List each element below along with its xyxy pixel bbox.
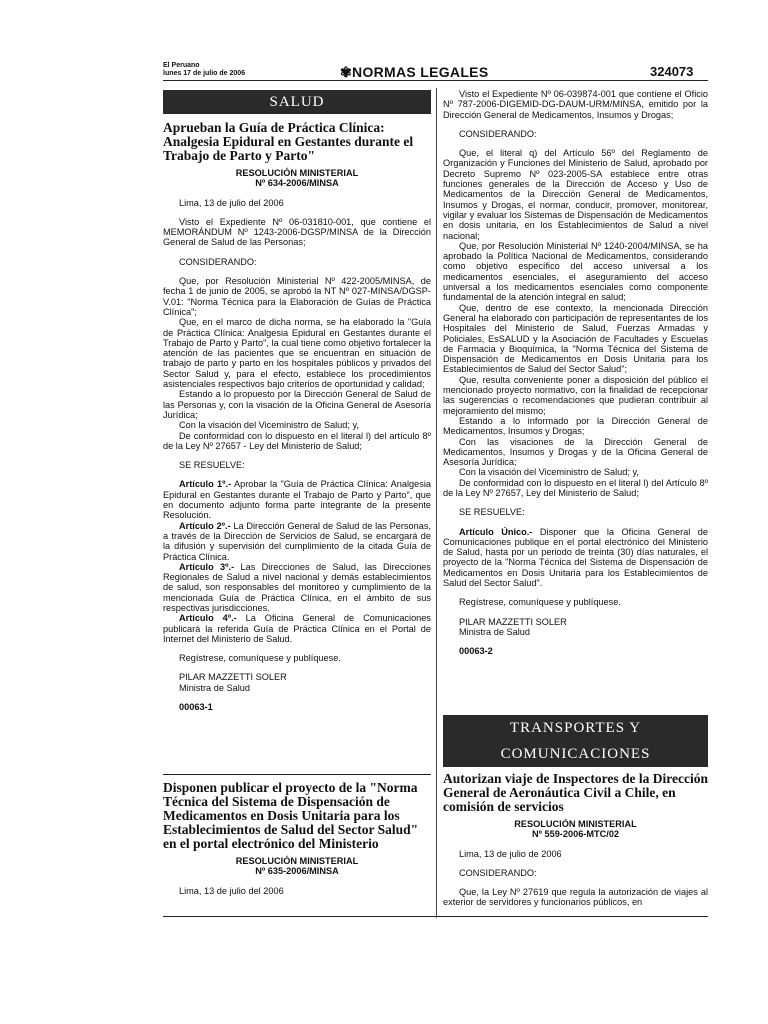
section-bar-transportes	[443, 715, 708, 767]
place-date-635: Lima, 13 de julio del 2006	[179, 885, 284, 896]
article-label: Artículo 2º.-	[179, 520, 231, 531]
closing-635: Regístrese, comuníquese y publíquese.	[459, 597, 621, 608]
left-column-part1	[163, 121, 431, 712]
considerando-559: CONSIDERANDO:	[459, 867, 537, 878]
article-text: Disponer que la Oficina General de Comunicaciones publique en el portal electrónico del Ministerio de Salud, hasta por un periodo de treinta (30) días naturales, el proyecto de la "Norma Técnica del Sistema de Dispensación de Medicamentos en Dosis Unitaria para los Establecimientos de Salud del Sector Salud".	[443, 526, 708, 589]
section-bar-salud: SALUD	[163, 90, 431, 114]
resolution-title-559: RESOLUCIÓN MINISTERIAL	[514, 819, 637, 829]
article-label: Artículo 4º.-	[179, 613, 237, 624]
resolution-number-634: Nº 634-2006/MINSA	[255, 178, 339, 189]
resolution-title-634: RESOLUCIÓN MINISTERIAL	[235, 168, 359, 178]
article-text: La Dirección General de Salud de las Personas, a través de la Dirección de Servicios de Salud, se encargará de la difusión y supervisión del cumplimiento de la citada Guía de Práctica Clínica.	[163, 520, 431, 562]
place-date-634: Lima, 13 de julio del 2006	[179, 197, 284, 208]
article-2	[163, 521, 431, 562]
header-rule	[163, 80, 708, 81]
issue-date: lunes 17 de julio de 2006	[163, 70, 246, 77]
masthead-meta	[163, 62, 245, 78]
brand-title: NORMAS LEGALES	[352, 64, 489, 80]
article-label: Artículo 3º.-	[179, 561, 235, 572]
paragraph: Que, en el marco de dicha norma, se ha elaborado la "Guía de Práctica Clínica: Analgesia Epidural en Gestantes durante el Trabajo de Parto y Parto", la cual tiene como objetivo fortalecer la atención de las pacientes que se encuentran en situación de trabajo de parto y parto en los hospitales públicos y privados del Sector Salud y, para el efecto, establece los procedimientos asistenciales respectivos bajo criterios de oportunidad y calidad;	[163, 317, 431, 390]
paragraph: Con las visaciones de la Dirección General de Medicamentos, Insumos y Drogas y de la Oficina General de Asesoría Jurídica;	[443, 436, 708, 468]
article-unico	[443, 527, 708, 589]
signer-role: Ministra de Salud	[179, 682, 250, 693]
paragraph: Que, por Resolución Ministerial Nº 422-2005/MINSA, de fecha 1 de junio de 2005, se aprobó la NT Nº 027-MINSA/DGSP-V.01: "Norma Técnica para la Elaboración de Guías de Práctica Clínica";	[163, 276, 431, 317]
closing-634: Regístrese, comuníquese y publíquese.	[179, 653, 341, 664]
page-number: 324073	[650, 64, 694, 79]
heading-guia-analgesia: Aprueban la Guía de Práctica Clínica: Analgesia Epidural en Gestantes durante el Trabajo de Parto y Parto"	[163, 120, 414, 163]
paragraph: Que, el literal q) del Artículo 56º del Reglamento de Organización y Funciones del Ministerio de Salud, aprobado por Decreto Supremo Nº 023-2005-SA establece entre otras funciones generales de la Dirección de Acceso y Uso de Medicamentos de la Dirección General de Medicamentos, Insumos y Drogas, el normar, conducir, promover, monitorear, vigilar y evaluar los Sistemas de Dispensación de Medicamentos en dosis unitaria, en los Establecimientos de Salud a nivel nacional;	[443, 148, 708, 241]
se-resuelve-634: SE RESUELVE:	[179, 460, 245, 471]
paragraph: De conformidad con lo dispuesto en el literal l) del Artículo 8º de la Ley Nº 27657, Ley del Ministerio de Salud;	[443, 477, 708, 498]
article-1	[163, 479, 431, 520]
section-brand	[340, 64, 488, 81]
document-code: 00063-1	[179, 702, 213, 713]
visto-634: Visto el Expediente Nº 06-031810-001, que contiene el MEMORÁNDUM Nº 1243-2006-DGSP/MINSA de la Dirección General de Salud de las Personas;	[163, 216, 431, 248]
section-bar-line: COMUNICACIONES	[500, 746, 651, 762]
place-date-559: Lima, 13 de julio de 2006	[459, 848, 562, 859]
visto-635: Visto el Expediente Nº 06-039874-001 que contiene el Oficio Nº 787-2006-DIGEMID-DG-DAUM-URM/MINSA, emitido por la Dirección General de Medicamentos, Insumos y Drogas;	[443, 89, 708, 120]
footer-rule	[163, 916, 708, 917]
paragraph: Estando a lo propuesto por la Dirección General de Salud de las Personas y, con la visación de la Oficina General de Asesoría Jurídica;	[163, 389, 431, 420]
paragraph: Que, por Resolución Ministerial Nº 1240-2004/MINSA, se ha aprobado la Política Nacional de Medicamentos, considerando como objetivo específico del acceso universal a los medicamentos esenciales, el aseguramiento del acceso universal a los medicamentos esenciales como componente fundamental de la atención integral en salud;	[443, 240, 708, 303]
article-text: La Oficina General de Comunicaciones publicará la referida Guía de Práctica Clínica en el Portal de Internet del Ministerio de Salud.	[163, 613, 431, 644]
paragraph: Que, la Ley Nº 27619 que regula la autorización de viajes al exterior de servidores y funcionarios públicos, en	[443, 887, 708, 908]
resolution-number-559: Nº 559-2006-MTC/02	[531, 829, 620, 840]
brand-emblem-icon: ✾	[340, 64, 353, 80]
article-text: Las Direcciones de Salud, las Direcciones Regionales de Salud a nivel nacional y demás establecimientos de salud, son responsables del monitoreo y cumplimiento de la mencionada Guía de Práctica Clínica, en el ámbito de sus respectivas jurisdicciones.	[163, 561, 432, 613]
resolution-number-635: Nº 635-2006/MINSA	[255, 866, 339, 877]
article-3	[163, 562, 431, 613]
article-label: Artículo 1º.-	[179, 479, 232, 490]
right-column-part2	[443, 772, 708, 908]
se-resuelve-635: SE RESUELVE:	[459, 507, 525, 518]
paragraph: Con la visación del Viceministro de Salud; y,	[179, 420, 359, 431]
paragraph: Con la visación del Viceministro de Salud; y,	[459, 467, 639, 478]
article-label: Artículo Único.-	[459, 526, 533, 537]
paragraph: Estando a lo informado por la Dirección General de Medicamentos, Insumos y Drogas;	[443, 415, 708, 437]
section-bar-line: TRANSPORTES Y	[509, 720, 642, 736]
signer-name: PILAR MAZZETTI SOLER	[179, 672, 287, 683]
resolution-title-635: RESOLUCIÓN MINISTERIAL	[235, 856, 359, 866]
right-column-part1	[443, 89, 708, 657]
publication-name: El Peruano	[163, 62, 200, 69]
article-text: Aprobar la "Guía de Práctica Clínica: Analgesia Epidural en Gestantes durante el Trabajo de Parto y Parto", que en documento adjunto forma parte integrante de la presente Resolución.	[163, 479, 431, 521]
paragraph: De conformidad con lo dispuesto en el literal l) del artículo 8º de la Ley Nº 27657 - Ley del Ministerio de Salud;	[163, 430, 431, 451]
paragraph: Que, dentro de ese contexto, la mencionada Dirección General ha elaborado con participación de representantes de los Hospitales del Ministerio de Salud, Fuerzas Armadas y Policiales, EsSALUD y la Asociación de Facultades y Escuelas de Farmacia y Bioquímica, la "Norma Técnica del Sistema de Dispensación de Medicamentos en Dosis Unitaria para los Establecimientos de Salud del Sector Salud";	[443, 302, 708, 375]
column-divider	[436, 88, 437, 918]
considerando-635: CONSIDERANDO:	[459, 128, 537, 139]
left-column-part2	[163, 781, 431, 896]
paragraph: Que, resulta conveniente poner a disposición del público el mencionado proyecto normativo, con la finalidad de recepcionar las sugerencias o recomendaciones que pudieran contribuir al mejoramiento del mismo;	[443, 374, 708, 416]
signer-role: Ministra de Salud	[459, 626, 530, 637]
heading-viaje-inspectores: Autorizan viaje de Inspectores de la Dirección General de Aeronáutica Civil a Chile, en comisión de servicios	[443, 771, 708, 814]
document-code: 00063-2	[459, 646, 493, 657]
article-4	[163, 613, 431, 644]
considerando-634: CONSIDERANDO:	[179, 256, 257, 267]
section-separator	[163, 774, 431, 775]
heading-dosis-unitaria: Disponen publicar el proyecto de la "Norma Técnica del Sistema de Dispensación de Medicamentos en Dosis Unitaria para los Establecimientos de Salud del Sector Salud" en el portal electrónico del Ministerio	[163, 780, 419, 851]
signer-name: PILAR MAZZETTI SOLER	[459, 616, 567, 627]
